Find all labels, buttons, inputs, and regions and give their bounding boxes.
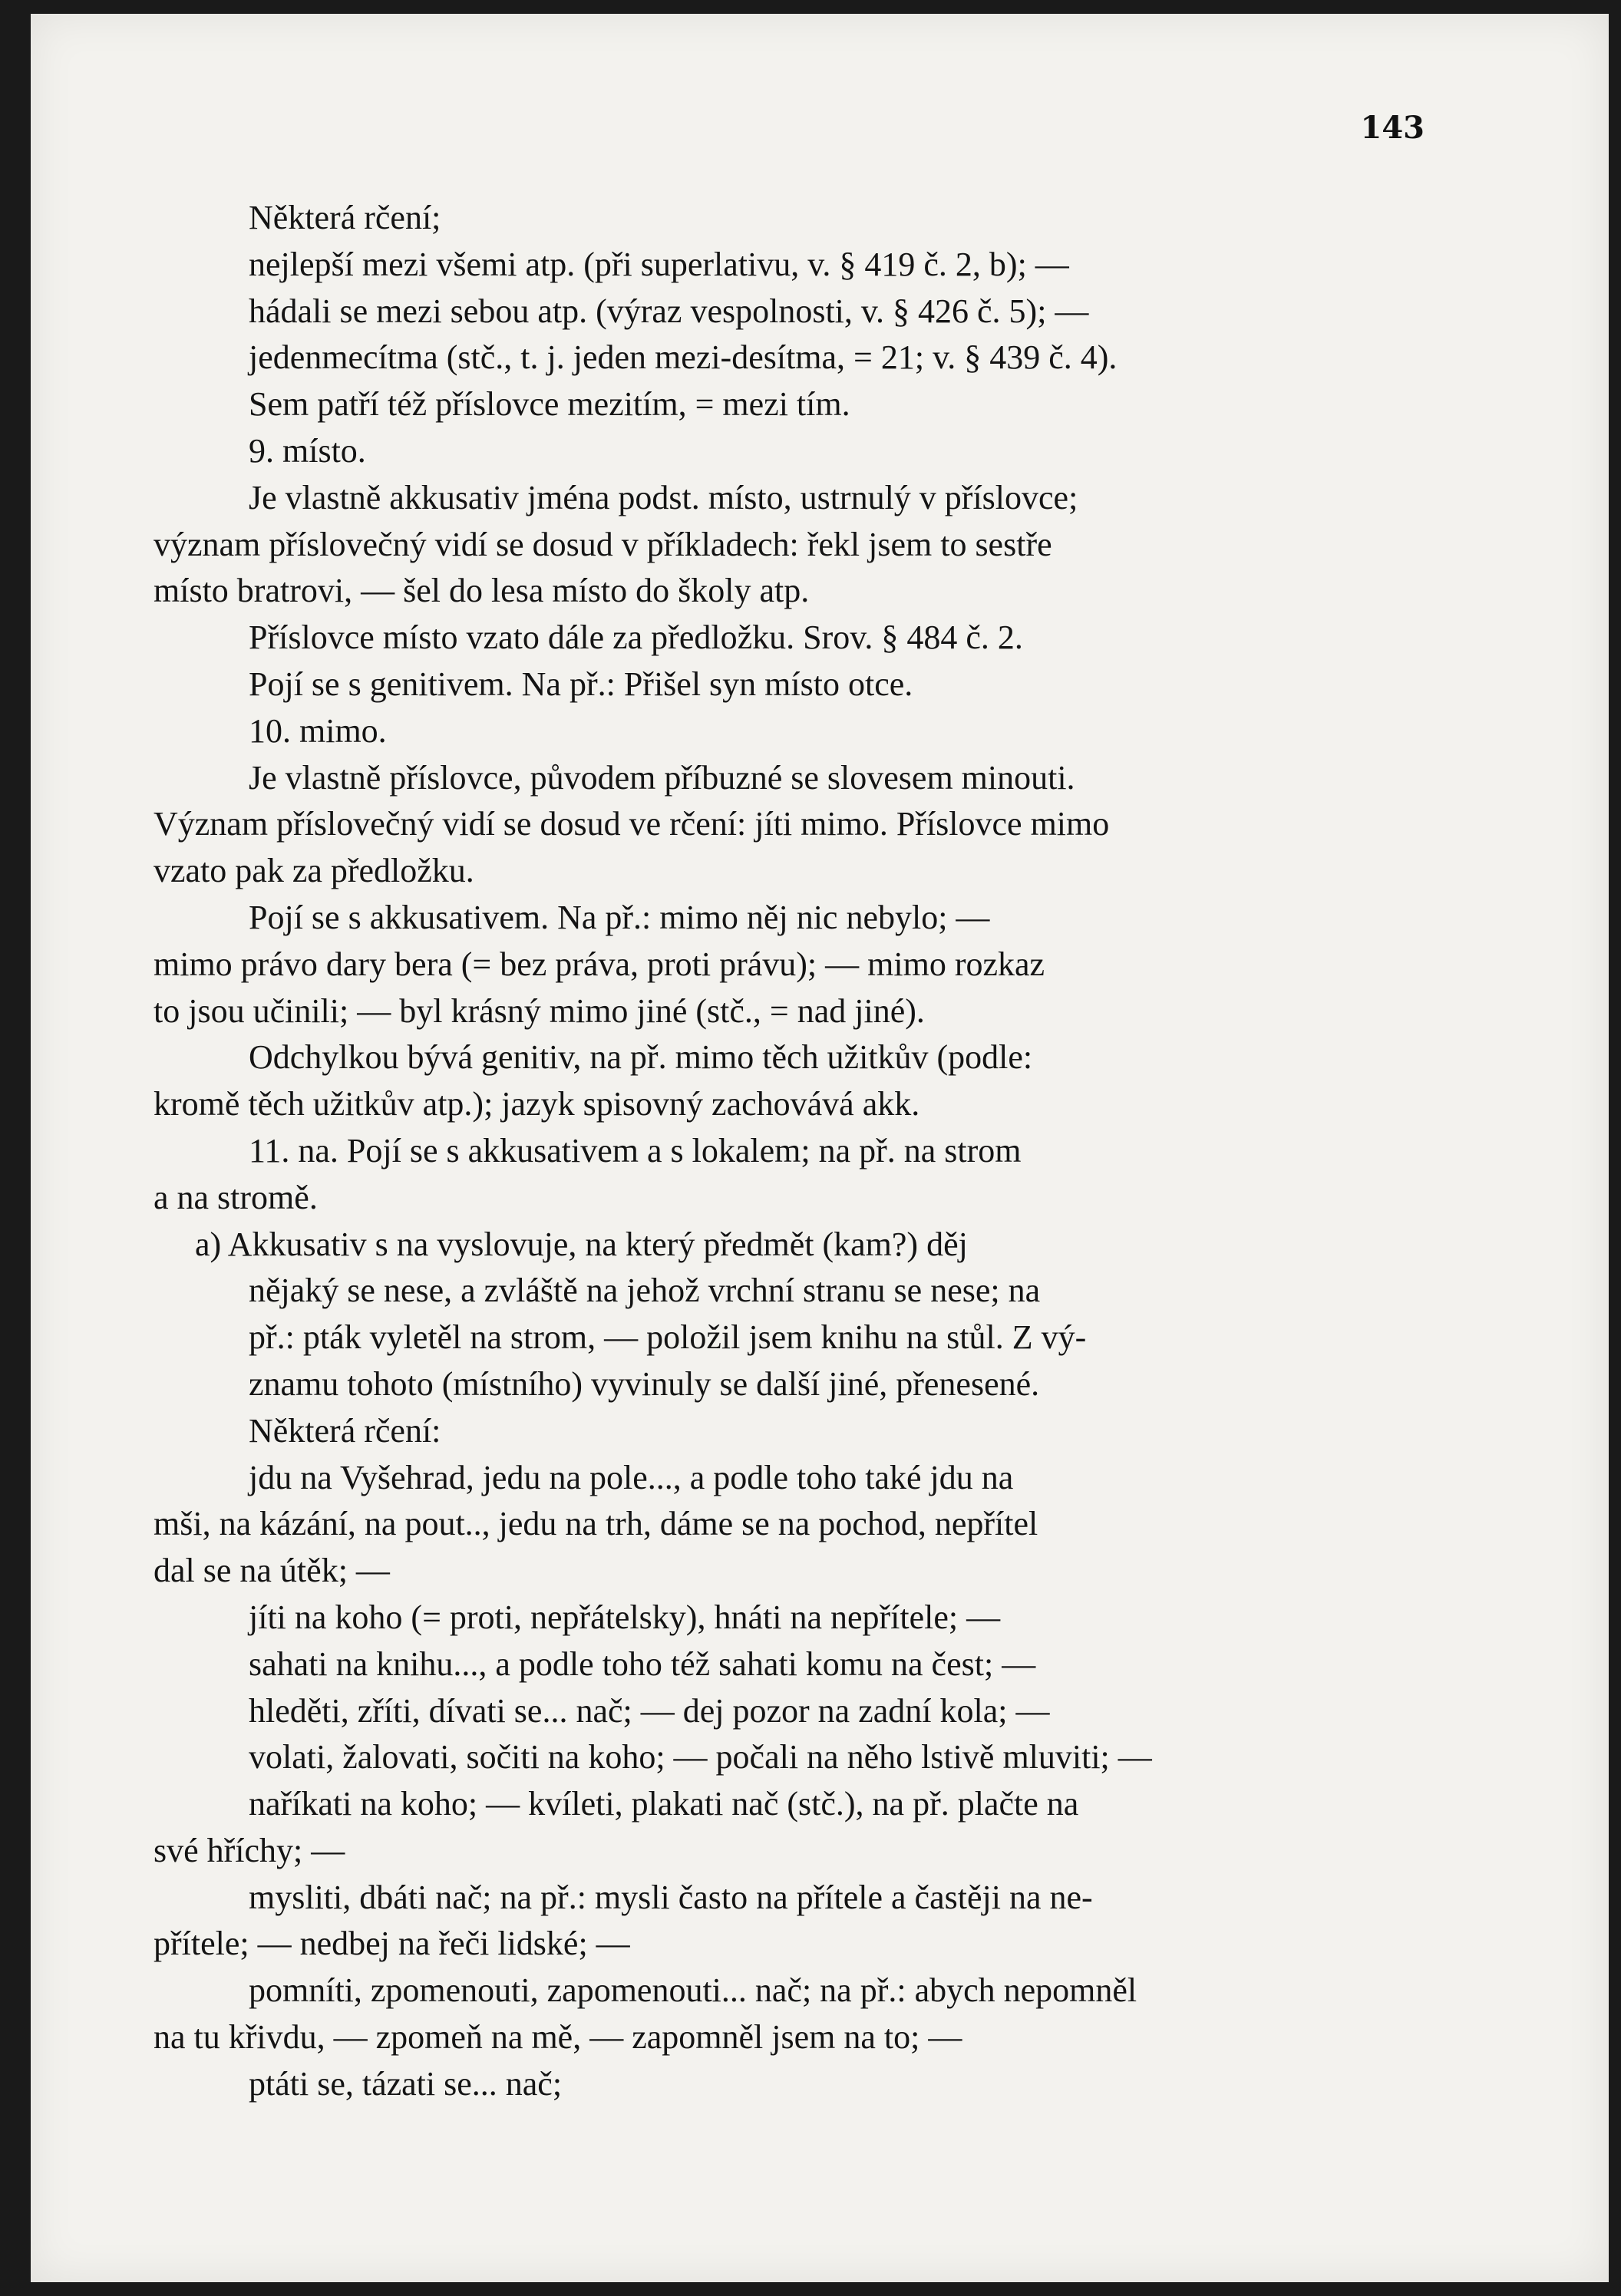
text-line: Některá rčení; bbox=[249, 199, 441, 236]
text-line: volati, žalovati, sočiti na koho; — počali na něho lstivě mluviti; — bbox=[249, 1738, 1152, 1776]
text-line: Je vlastně akkusativ jména podst. místo, ustrnulý v příslovce; bbox=[249, 478, 1078, 516]
text-line: dal se na útěk; — bbox=[154, 1552, 390, 1590]
text-line: mimo právo dary bera (= bez práva, proti právu); — mimo rozkaz bbox=[154, 945, 1045, 983]
text-line: Význam příslovečný vidí se dosud ve rčení: jíti mimo. Příslovce mimo bbox=[154, 805, 1110, 843]
page-text bbox=[154, 195, 1420, 2108]
text-line: jdu na Vyšehrad, jedu na pole..., a podle toho také jdu na bbox=[249, 1458, 1014, 1496]
text-line: nejlepší mezi všemi atp. (při superlativu, v. § 419 č. 2, b); — bbox=[249, 245, 1069, 283]
page-number: 143 bbox=[1360, 110, 1425, 146]
text-line: pomníti, zpomenouti, zapomenouti... nač; na př.: abych nepomněl bbox=[249, 1971, 1137, 2010]
text-line: vzato pak za předložku. bbox=[154, 852, 474, 890]
text-line: mysliti, dbáti nač; na př.: mysli často na přítele a častěji na ne- bbox=[249, 1878, 1093, 1916]
text-line: kromě těch užitkův atp.); jazyk spisovný zachovává akk. bbox=[154, 1085, 920, 1123]
text-line: jíti na koho (= proti, nepřátelsky), hnáti na nepřítele; — bbox=[249, 1598, 1001, 1636]
text-line: Pojí se s akkusativem. Na př.: mimo něj nic nebylo; — bbox=[249, 898, 990, 936]
text-line: na tu křivdu, — zpomeň na mě, — zapomněl jsem na to; — bbox=[154, 2018, 962, 2057]
text-line: znamu tohoto (místního) vyvinuly se další jiné, přenesené. bbox=[249, 1364, 1040, 1403]
text-line: Sem patří též příslovce mezitím, = mezi tím. bbox=[249, 385, 850, 424]
text-line: Je vlastně příslovce, původem příbuzné se slovesem minouti. bbox=[249, 758, 1075, 797]
text-line: nějaký se nese, a zvláště na jehož vrchní stranu se nese; na bbox=[249, 1272, 1041, 1310]
text-line: Odchylkou bývá genitiv, na př. mimo těch užitkův (podle: bbox=[249, 1038, 1033, 1077]
text-line: přítele; — nedbej na řeči lidské; — bbox=[154, 1925, 630, 1963]
text-line: př.: pták vyletěl na strom, — položil jsem knihu na stůl. Z vý- bbox=[249, 1318, 1087, 1357]
text-line: Pojí se s genitivem. Na př.: Přišel syn místo otce. bbox=[249, 665, 913, 703]
text-line: sahati na knihu..., a podle toho též sahati komu na čest; — bbox=[249, 1644, 1036, 1683]
text-line: hádali se mezi sebou atp. (výraz vespolnosti, v. § 426 č. 5); — bbox=[249, 292, 1089, 330]
text-line: Příslovce místo vzato dále za předložku. Srov. § 484 č. 2. bbox=[249, 619, 1023, 657]
text-line: naříkati na koho; — kvíleti, plakati nač (stč.), na př. plačte na bbox=[249, 1785, 1079, 1823]
text-line: význam příslovečný vidí se dosud v příkladech: řekl jsem to sestře bbox=[154, 525, 1052, 563]
text-line: Některá rčení: bbox=[249, 1411, 441, 1450]
text-line: a na stromě. bbox=[154, 1178, 318, 1216]
subsection-a: a) Akkusativ s na vyslovuje, na který předmět (kam?) děj bbox=[195, 1225, 968, 1263]
text-line: místo bratrovi, — šel do lesa místo do školy atp. bbox=[154, 572, 810, 610]
text-line: ptáti se, tázati se... nač; bbox=[249, 2064, 563, 2103]
section-heading-na: 11. na. Pojí se s akkusativem a s lokalem; na př. na strom bbox=[249, 1131, 1022, 1169]
book-page bbox=[31, 14, 1609, 2282]
text-line: hleděti, zříti, dívati se... nač; — dej pozor na zadní kola; — bbox=[249, 1691, 1050, 1730]
text-line: jedenmecítma (stč., t. j. jeden mezi-desítma, = 21; v. § 439 č. 4). bbox=[249, 338, 1118, 377]
section-heading-misto: 9. místo. bbox=[249, 431, 366, 470]
section-heading-mimo: 10. mimo. bbox=[249, 711, 387, 750]
text-line: to jsou učinili; — byl krásný mimo jiné (stč., = nad jiné). bbox=[154, 991, 925, 1030]
text-line: mši, na kázání, na pout.., jedu na trh, dáme se na pochod, nepřítel bbox=[154, 1505, 1038, 1543]
text-line: své hříchy; — bbox=[154, 1831, 345, 1869]
